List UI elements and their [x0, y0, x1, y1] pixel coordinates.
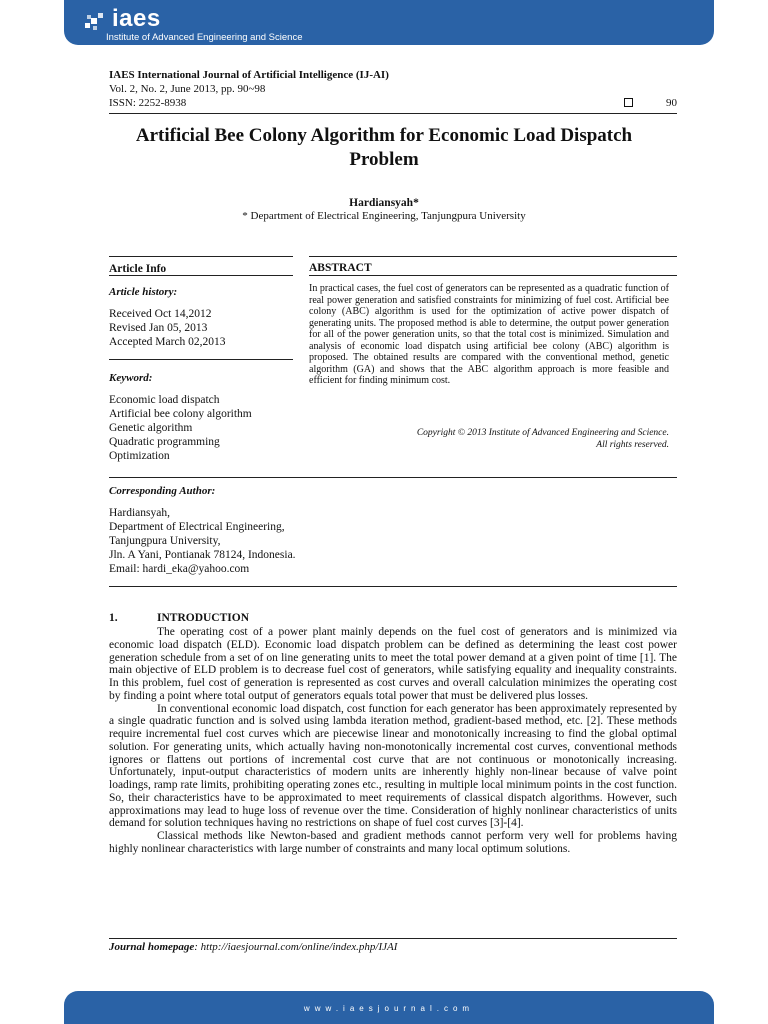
introduction-heading [109, 612, 249, 624]
corresponding-university: Tanjungpura University, [109, 535, 221, 547]
keyword-list [109, 393, 293, 463]
corresponding-author [109, 484, 509, 576]
info-top-rule [109, 256, 293, 257]
author-name: Hardiansyah* [349, 197, 419, 209]
paragraph: The operating cost of a power plant mainly depends on the fuel cost of generators and is minimized via economic load dispatch (ELD). Economic load dispatch problem can be defined as determining the least cost power generation schedule from a set of on line generating units to meet the total power demand at a given point of time [1]. The main objective of ELD problem is to decrease fuel cost of generators, while satisfying equality and inequality constraints. In this problem, fuel cost of generation is represented as cost curves and overall calculation minimizes the operating cost by finding a point where total output of generators equals total power that must be delivered plus losses. [109, 626, 677, 702]
header-divider [109, 113, 677, 114]
corresponding-email[interactable]: Email: hardi_eka@yahoo.com [109, 563, 250, 575]
footer-site-link[interactable]: www.iaesjournal.com [303, 1004, 475, 1013]
abstract-text: In practical cases, the fuel cost of generators can be represented as a quadratic function of real power generation and satisfied constraints for minimizing of fuel cost. Artificial bee colony (ABC) algorithm is used for the optimization of active power dispatch of generating units. The proposed method is able to determine, the output power generation for all of the power generation units, so that the total cost is minimized. Simulation and analysis of economic load dispatch using artificial bee colony (ABC) algorithm is proposed. The obtained results are compared with the conventional method, genetic algorithm (GA) and shows that the ABC algorithm approach is more feasible and efficient for finding minimum cost. [309, 283, 669, 386]
homepage-label: Journal homepage [109, 941, 195, 953]
journal-issn: ISSN: 2252-8938 [109, 97, 187, 109]
journal-name: IAES International Journal of Artificial Intelligence (IJ-AI) [109, 69, 389, 81]
abstract-section [309, 262, 669, 452]
paper-title [90, 124, 678, 172]
page-number: 90 [666, 97, 677, 109]
logo-squares-icon [84, 9, 114, 33]
history-accepted: Accepted March 02,2013 [109, 336, 226, 348]
publisher-name: Institute of Advanced Engineering and Science [106, 32, 303, 43]
article-history-label: Article history: [109, 286, 178, 298]
paragraph: In conventional economic load dispatch, cost function for each generator has been approximately represented by a single quadratic function and is solved using lambda iteration method, gradient-based method, etc. [2]. These methods require incremental fuel cost curves which are piecewise linear and monotonically increasing to find the global optimal solution. For generating units, which actually having non-monotonically incremental cost curves, conventional methods ignores or flattens out portions of incremental cost curve that are not continuous or monotonically increasing. Unfortunately, input-output characteristics of modern units are inherently highly non-linear because of valve point loadings, ramp rate limits, prohibiting operating zones etc., resulting in multiple local minimum points in the cost function. So, their characteristics have to be approximated to meet requirements of classical dispatch algorithms. However, such approximations may lead to huge loss of revenue over the time. Consideration of highly nonlinear characteristics of units demand for solution techniques having no restrictions on shape of fuel cost curves [3]-[4]. [109, 702, 677, 830]
corresponding-details [109, 506, 509, 576]
journal-header [109, 68, 677, 110]
info-bottom-rule [109, 477, 677, 478]
logo-wordmark: iaes [112, 5, 161, 32]
footer-rule [109, 938, 677, 939]
copyright-line: Copyright © 2013 Institute of Advanced Engineering and Science. [416, 427, 669, 438]
section-number: 1. [109, 612, 118, 624]
article-info-heading: Article Info [109, 263, 167, 275]
keyword-item: Artificial bee colony algorithm [109, 408, 252, 420]
paragraph: Classical methods like Newton-based and gradient methods cannot perform very well for problems having highly nonlinear characteristics with large number of constraints and many local optimum solutions. [109, 830, 677, 855]
copyright-notice [309, 427, 669, 452]
title-line-1: Artificial Bee Colony Algorithm for Economic Load Dispatch [135, 125, 633, 146]
section-title: INTRODUCTION [157, 612, 250, 624]
corresponding-bottom-rule [109, 586, 677, 587]
article-history [109, 307, 293, 349]
history-revised: Revised Jan 05, 2013 [109, 322, 208, 334]
corresponding-address: Jln. A Yani, Pontianak 78124, Indonesia. [109, 549, 296, 561]
corresponding-name: Hardiansyah, [109, 507, 170, 519]
author-affiliation: * Department of Electrical Engineering, Tanjungpura University [242, 210, 526, 222]
keyword-item: Quadratic programming [109, 436, 220, 448]
keyword-item: Economic load dispatch [109, 394, 220, 406]
keyword-label: Keyword: [109, 372, 153, 384]
header-banner [64, 0, 714, 45]
issn-row [109, 96, 677, 110]
square-bullet-icon [624, 98, 633, 107]
corresponding-label: Corresponding Author: [109, 485, 216, 497]
introduction-body [109, 626, 677, 856]
abstract-top-rule [309, 256, 677, 257]
abstract-heading: ABSTRACT [309, 262, 372, 274]
history-received: Received Oct 14,2012 [109, 308, 212, 320]
article-info [109, 262, 293, 463]
title-line-2: Problem [349, 149, 419, 170]
keyword-item: Optimization [109, 450, 170, 462]
homepage-link[interactable]: : http://iaesjournal.com/online/index.php/IJAI [194, 941, 398, 953]
journal-volume: Vol. 2, No. 2, June 2013, pp. 90~98 [109, 83, 266, 95]
keyword-item: Genetic algorithm [109, 422, 193, 434]
rights-line: All rights reserved. [596, 440, 669, 450]
corresponding-department: Department of Electrical Engineering, [109, 521, 285, 533]
footer-banner [64, 991, 714, 1024]
journal-homepage [109, 941, 397, 953]
